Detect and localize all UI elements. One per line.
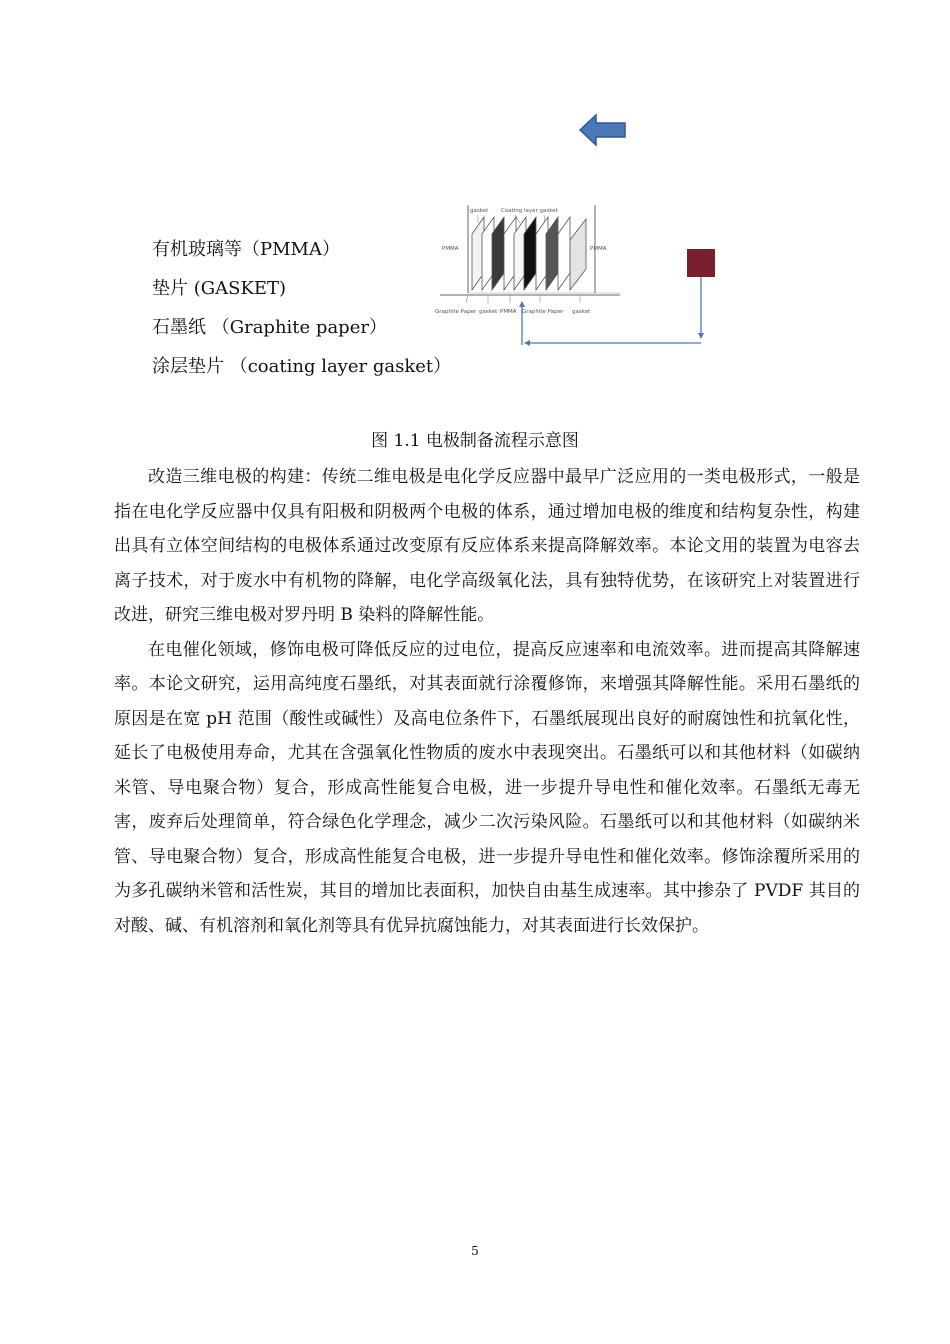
label-bottom-graphite-paper-2: Graphite Paper — [522, 309, 564, 315]
figure-caption: 图 1.1 电极制备流程示意图 — [371, 431, 579, 451]
figure-legend — [152, 230, 451, 386]
electrode-stack-diagram — [430, 195, 720, 355]
label-gasket-top: gasket — [470, 208, 489, 214]
legend-item-coating-layer-gasket: 涂层垫片 （coating layer gasket） — [152, 356, 452, 377]
paragraph-3d-electrode: 改造三维电极的构建：传统二维电极是电化学反应器中最早广泛应用的一类电极形式，一般是指在电化学反应器中仅具有阳极和阴极两个电极的体系，通过增加电极的维度和结构复杂性，构建出具有立体空间结构的电极体系通过改变原有反应体系来提高降解效率。本论文用的装置为电容去离子技术，对于废水中有机物的降解，电化学高级氧化法，具有独特优势，在该研究上对装置进行改进，研究三维电极对罗丹明 B 染料的降解性能。 — [114, 467, 860, 625]
label-pmma-left: PMMA — [442, 246, 459, 252]
legend-item-graphite-paper: 石墨纸 （Graphite paper） — [152, 317, 387, 338]
sample-square — [687, 249, 715, 277]
label-pmma-right: PMMA — [590, 246, 607, 252]
legend-item-pmma: 有机玻璃等（PMMA） — [152, 239, 340, 260]
label-bottom-gasket-1: gasket — [479, 309, 498, 315]
paragraph-modified-electrode: 在电催化领域，修饰电极可降低反应的过电位，提高反应速率和电流效率。进而提高其降解速率。本论文研究，运用高纯度石墨纸，对其表面就行涂覆修饰，来增强其降解性能。采用石墨纸的原因是在宽 pH 范围（酸性或碱性）及高电位条件下，石墨纸展现出良好的耐腐蚀性和抗氧化性，延长了电极使用寿命，尤其在含强氧化性物质的废水中表现突出。石墨纸可以和其他材料（如碳纳米管、导电聚合物）复合，形成高性能复合电极，进一步提升导电性和催化效率。石墨纸无毒无害，废弃后处理简单，符合绿色化学理念，减少二次污染风险。石墨纸可以和其他材料（如碳纳米管、导电聚合物）复合，形成高性能复合电极，进一步提升导电性和催化效率。修饰涂覆所采用的为多孔碳纳米管和活性炭，其目的增加比表面积，加快自由基生成速率。其中掺杂了 PVDF 其目的对酸、碱、有机溶剂和氧化剂等具有优异抗腐蚀能力，对其表面进行长效保护。 — [114, 639, 860, 936]
label-bottom-pmma: PMMA — [500, 309, 517, 315]
label-bottom-gasket-2: gasket — [572, 309, 591, 315]
legend-item-gasket: 垫片 (GASKET) — [152, 278, 287, 299]
page-number: 5 — [471, 1244, 479, 1258]
label-bottom-graphite-paper-1: Graphite Paper — [435, 309, 477, 315]
body-text — [114, 460, 860, 943]
left-arrow-icon — [578, 112, 628, 148]
label-coating-layer-gasket: Coating layer gasket — [501, 208, 558, 214]
